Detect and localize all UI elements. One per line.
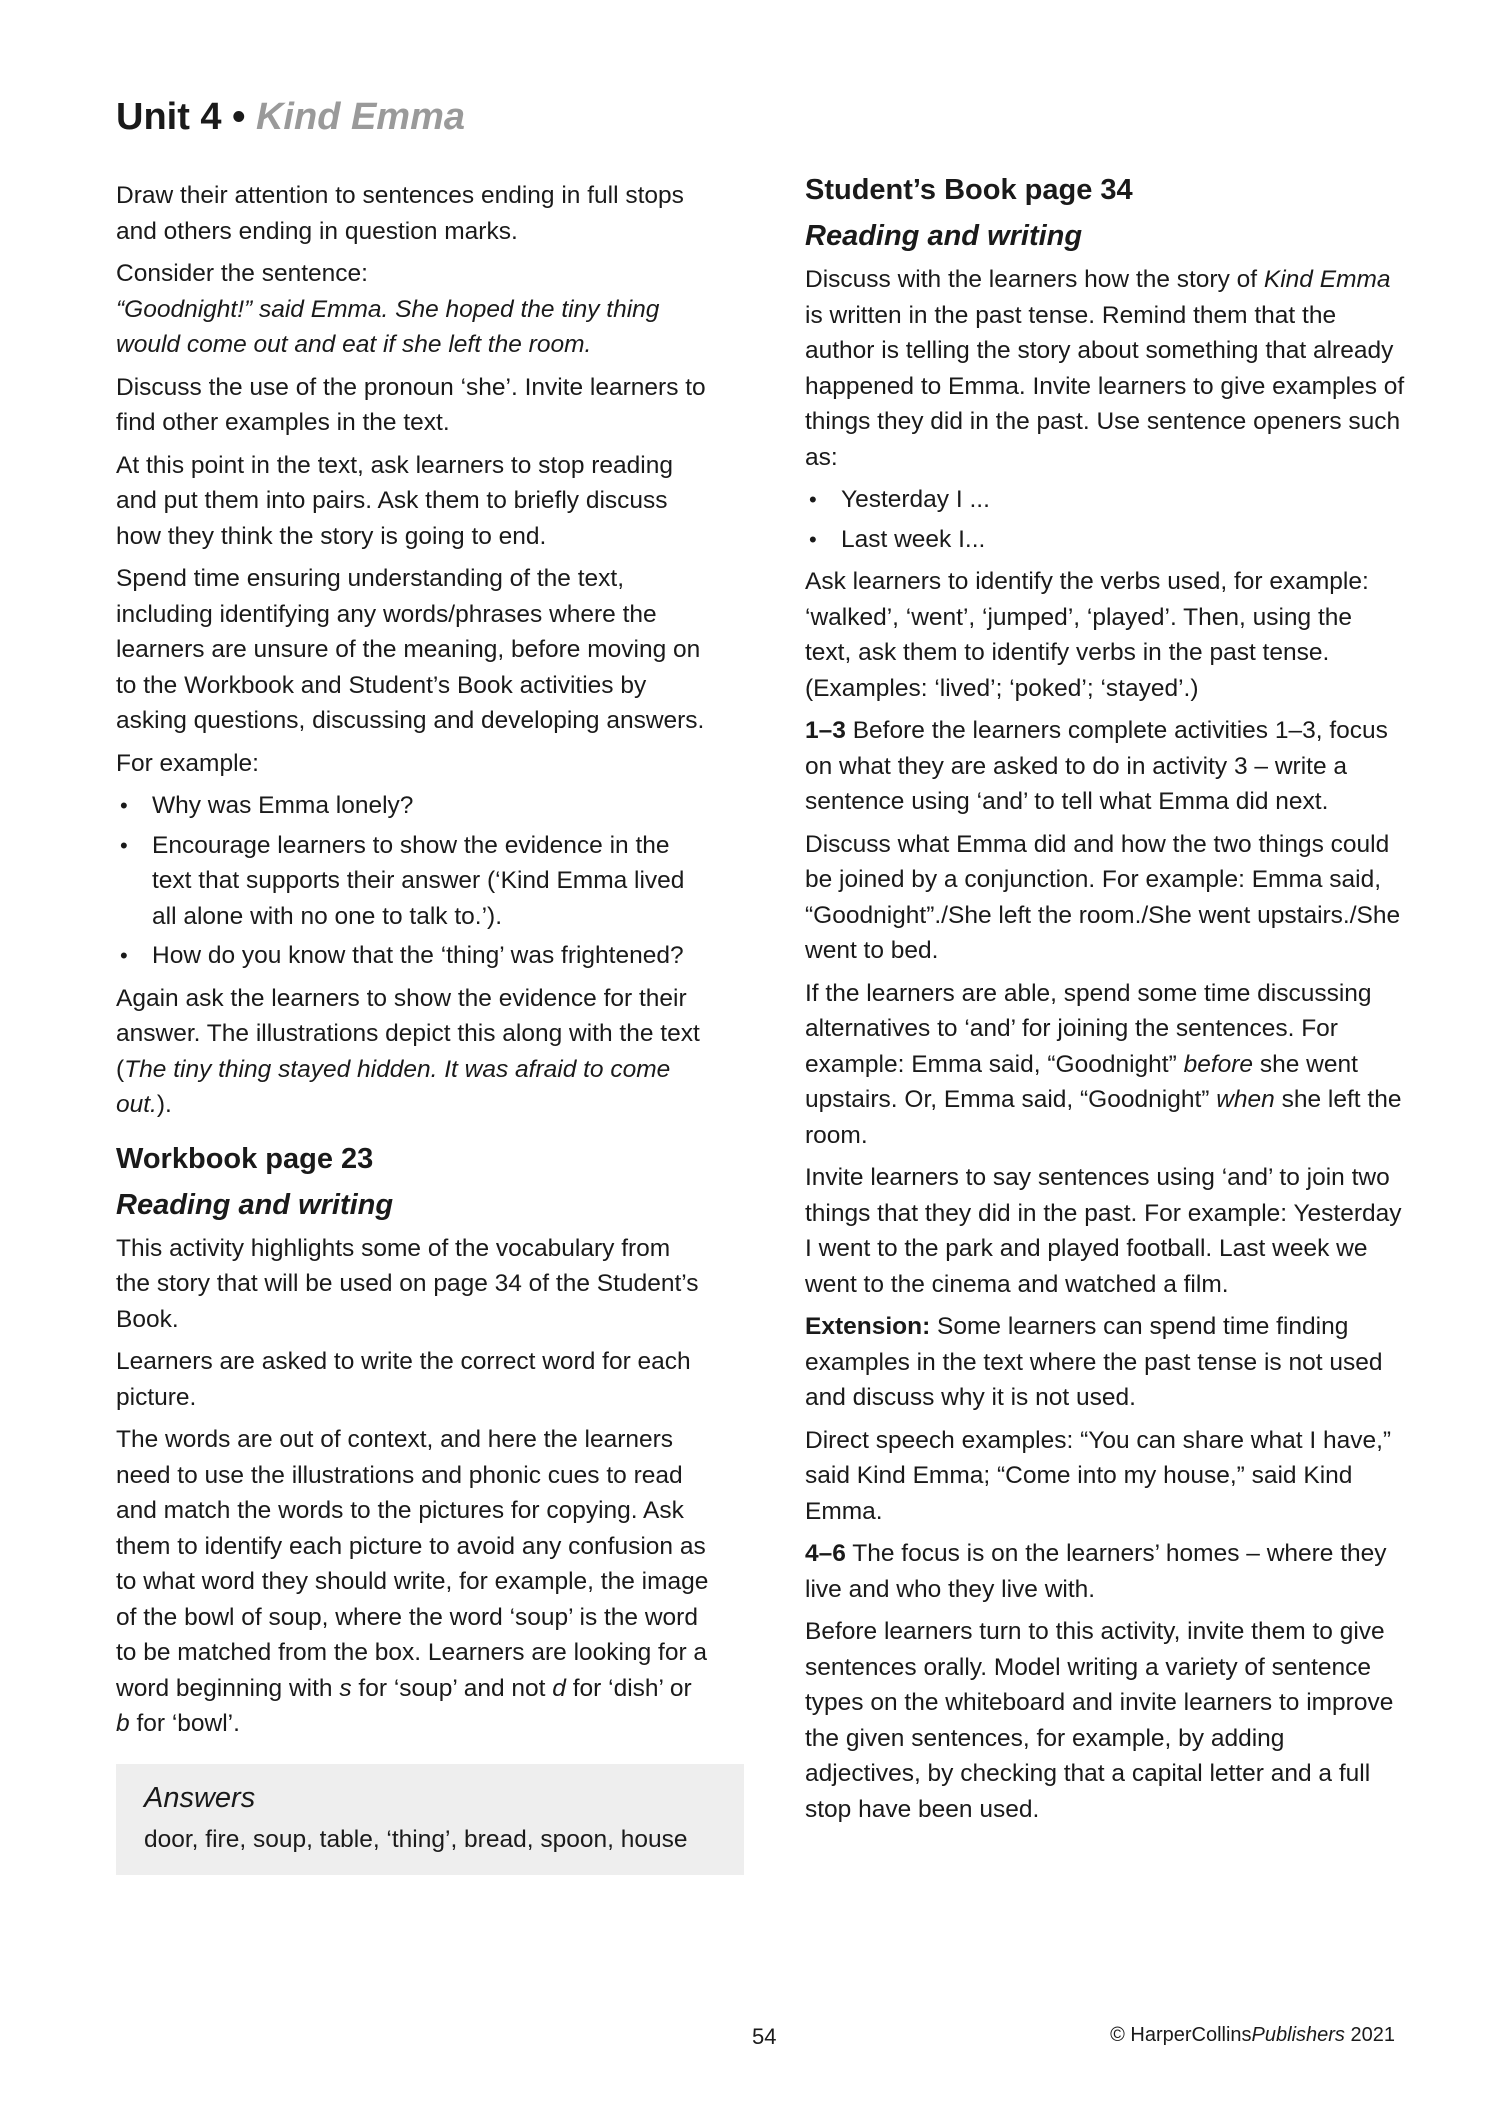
text: before — [1183, 1050, 1254, 1078]
page-header — [116, 96, 465, 139]
answers-body: door, fire, soup, table, ‘thing’, bread, spoon, house — [144, 1825, 688, 1853]
paragraph — [805, 976, 1405, 1154]
text: Kind Emma — [1263, 266, 1391, 293]
bullet-list — [805, 482, 1405, 557]
paragraph: For example: — [116, 749, 259, 777]
text: Before the learners complete activities 1–3, focus on what they are asked to do in activity 3 – write a sentence using ‘and’ to tell what Emma did next. — [805, 717, 1388, 815]
page-number: 54 — [752, 2024, 777, 2049]
text: Some learners can spend time finding examples in the text where the past tense is not used and discuss why it is not used. — [805, 1313, 1383, 1411]
list-item: • Last week I... — [805, 522, 1405, 558]
text: ). — [156, 1091, 172, 1118]
text: d — [552, 1674, 566, 1702]
paragraph — [116, 1422, 711, 1742]
section-subheading: Reading and writing — [116, 1188, 394, 1221]
text: she went upstairs. Or, Emma said, “Goodnight” — [805, 1050, 1358, 1113]
text: for ‘soup’ and not — [351, 1674, 553, 1702]
paragraph — [116, 981, 711, 1123]
section-subheading: Reading and writing — [805, 220, 1083, 252]
text: © HarperCollins — [1110, 2024, 1252, 2046]
paragraph: This activity highlights some of the vocabulary from the story that will be used on page 34 of the Student’s Book. — [116, 1234, 699, 1333]
text: s — [339, 1674, 352, 1702]
section-heading: Student’s Book page 34 — [805, 174, 1133, 206]
paragraph: At this point in the text, ask learners to stop reading and put them into pairs. Ask them to briefly discuss how they think the story is going to end. — [116, 451, 674, 550]
paragraph: Learners are asked to write the correct word for each picture. — [116, 1348, 691, 1411]
text: she left the room. — [805, 1086, 1402, 1149]
text: 2021 — [1344, 2024, 1395, 2046]
right-column — [805, 168, 1405, 1834]
text: for ‘bowl’. — [129, 1710, 240, 1737]
paragraph — [805, 713, 1405, 820]
text: The focus is on the learners’ homes – where they live and who they live with. — [805, 1540, 1387, 1603]
text: b — [116, 1710, 130, 1737]
unit-title: Kind Emma — [255, 96, 466, 138]
paragraph: Discuss the use of the pronoun ‘she’. Invite learners to find other examples in the text. — [116, 373, 706, 436]
paragraph: Ask learners to identify the verbs used, for example: ‘walked’, ‘went’, ‘jumped’, ‘played’. Then, using the text, ask them to identify verbs in the past tense. (Examples: ‘lived’; ‘poked’; ‘stayed’.) — [805, 568, 1369, 702]
text: The tiny thing stayed hidden. It was afraid to come out. — [116, 1055, 671, 1118]
list-item: • Encourage learners to show the evidence in the text that supports their answer (‘Kind Emma lived all alone with no one to talk to.’). — [116, 828, 711, 935]
text: Consider the sentence: — [116, 260, 368, 287]
section-heading: Workbook page 23 — [116, 1142, 374, 1175]
paragraph: Spend time ensuring understanding of the text, including identifying any words/phrases where the learners are unsure of the meaning, before moving on to the Workbook and Student’s Book activities by asking questions, discussing and developing answers. — [116, 565, 705, 734]
list-item: • How do you know that the ‘thing’ was frightened? — [116, 938, 711, 974]
list-item: • Yesterday I ... — [805, 482, 1405, 518]
paragraph: Direct speech examples: “You can share what I have,” said Kind Emma; “Come into my house,” said Kind Emma. — [805, 1426, 1392, 1525]
text: Publishers — [1251, 2024, 1345, 2046]
text: Discuss with the learners how the story of — [805, 266, 1264, 293]
paragraph: Discuss what Emma did and how the two things could be joined by a conjunction. For example: Emma said, “Goodnight”./She left the room./She went upstairs./She went to bed. — [805, 830, 1401, 964]
quote: “Goodnight!” said Emma. She hoped the tiny thing would come out and eat if she left the room. — [116, 295, 660, 358]
text: Again ask the learners to show the evidence for their answer. The illustrations depict this along with the text ( — [116, 984, 700, 1083]
paragraph: Draw their attention to sentences ending in full stops and others ending in question marks. — [116, 182, 684, 245]
activity-number: 4–6 — [805, 1540, 846, 1567]
extension-label: Extension: — [805, 1313, 931, 1340]
unit-label: Unit 4 — [116, 96, 222, 138]
paragraph — [805, 1309, 1405, 1416]
bullet-list — [116, 788, 711, 974]
paragraph — [805, 262, 1405, 475]
copyright — [1110, 2024, 1395, 2047]
text: If the learners are able, spend some time discussing alternatives to ‘and’ for joining the sentences. For example: Emma said, “Goodnight” — [805, 979, 1372, 1078]
activity-number: 1–3 — [805, 717, 846, 744]
paragraph — [116, 256, 711, 363]
paragraph — [805, 1536, 1405, 1607]
text: for ‘dish’ or — [565, 1674, 692, 1702]
left-column — [116, 178, 711, 1875]
list-item: • Why was Emma lonely? — [116, 788, 711, 824]
paragraph: Before learners turn to this activity, invite them to give sentences orally. Model writing a variety of sentence types on the whiteboard and invite learners to improve the given sentences, for example, by adding adjectives, by checking that a capital letter and a full stop have been used. — [805, 1618, 1394, 1823]
text: when — [1216, 1086, 1275, 1113]
paragraph: Invite learners to say sentences using ‘and’ to join two things that they did in the past. For example: Yesterday I went to the park and played football. Last week we went to the cinema and watched a film. — [805, 1164, 1402, 1298]
answers-title: Answers — [144, 1781, 256, 1814]
header-separator: • — [221, 96, 256, 138]
text: is written in the past tense. Remind them that the author is telling the story about something that already happened to Emma. Invite learners to give examples of things they did in the past. Use sentence openers such as: — [805, 301, 1405, 471]
answers-box — [116, 1764, 744, 1876]
text: The words are out of context, and here the learners need to use the illustrations and phonic cues to read and match the words to the pictures for copying. Ask them to identify each picture to avoid any confusion as to what word they should write, for example, the image of the bowl of soup, where the word ‘soup’ is the word to be matched from the box. Learners are looking for a word beginning with — [116, 1426, 709, 1702]
